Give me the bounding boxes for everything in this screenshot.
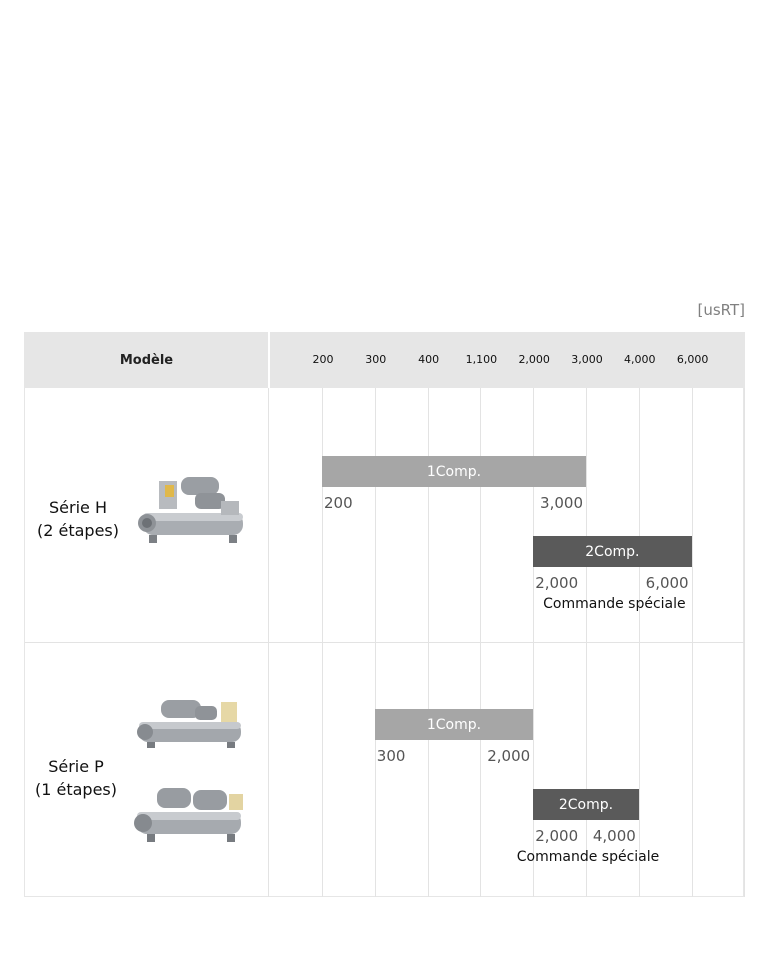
range-max-label: 3,000 <box>540 494 583 512</box>
model-column-header: Modèle <box>119 352 174 368</box>
x-tick-label: 4,000 <box>624 353 656 366</box>
model-stage-h: (2 étapes) <box>36 521 120 540</box>
model-stage-p: (1 étapes) <box>34 780 118 799</box>
header-divider <box>268 332 270 388</box>
x-tick-label: 200 <box>312 353 334 366</box>
range-bar-p-2: 2Comp. <box>533 789 639 820</box>
row-divider <box>25 642 745 643</box>
capacity-table <box>24 332 744 897</box>
range-min-label: 300 <box>376 747 406 765</box>
model-name-p: Série P <box>48 757 104 776</box>
x-tick-label: 300 <box>365 353 387 366</box>
range-min-label: 2,000 <box>535 574 579 592</box>
x-tick-label: 2,000 <box>518 353 550 366</box>
x-tick-label: 6,000 <box>676 353 709 366</box>
range-min-label: 200 <box>324 494 353 512</box>
model-name-h: Série H <box>49 498 107 517</box>
range-bar-p-1: 1Comp. <box>375 709 533 740</box>
chiller-p-image-1 <box>133 692 249 752</box>
model-label-p <box>35 755 117 801</box>
range-max-label: 2,000 <box>487 747 531 765</box>
range-note: Commande spéciale <box>516 849 660 865</box>
chiller-h-image <box>137 471 249 547</box>
model-label-h <box>37 496 119 542</box>
unit-label: [usRT] <box>697 301 745 319</box>
x-tick-label: 1,100 <box>465 353 498 366</box>
range-bar-h-2: 2Comp. <box>533 536 691 567</box>
range-min-label: 2,000 <box>535 827 579 845</box>
range-bar-h-1: 1Comp. <box>322 456 586 487</box>
range-max-label: 6,000 <box>645 574 689 592</box>
range-note: Commande spéciale <box>543 596 686 612</box>
x-tick-label: 3,000 <box>571 353 603 366</box>
range-max-label: 4,000 <box>592 827 636 845</box>
x-tick-label: 400 <box>418 353 440 366</box>
chiller-p-image-2 <box>131 778 249 846</box>
table-header <box>25 332 745 388</box>
